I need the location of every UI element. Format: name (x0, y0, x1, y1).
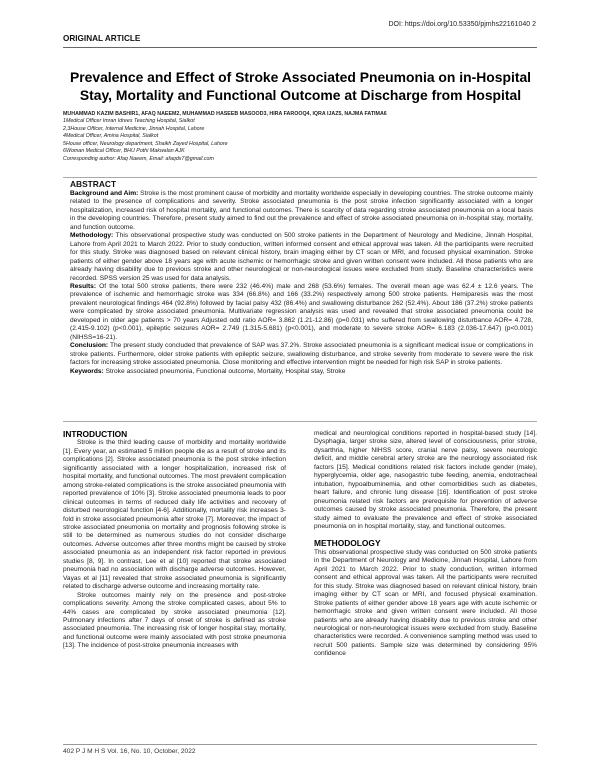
keywords-label: Keywords: (70, 367, 104, 375)
results-text: Of the total 500 stroke patients, there were 232 (46.4%) male and 268 (53.6%) females. The overall mean age was 62.4 ± 12.6 years. The prevalence of ischemic and hemorrhagic stroke was 334 (66.8%) and 166 (33.2%) respectively among 500 stroke patients. Hemiparesis was the most prevalent neurological findings 464 (92.8%) followed by facial palsy 432 (86.4%) and swallowing disturbance 262 (52.4%). About 186 (37.2%) stroke patients were complicated by stroke associated pneumonia. Multivariate regression analysis was used and revealed that stroke associated pneumonia could be developed in older age patients > 70 years Adjusted odd ratio AOR= 3.862 (1.21-12.86) (p=0.031) who suffered from swallowing disturbance AOR= 4.728, (2.415-9.102) (p<0.001), epileptic seizures AOR= 2.749 (1.315-5.681) (p<0.001), and moderate to severe stroke AOR= 6.183 (2.036-17.647) (p<0.001) (NIHSS=16-21). (70, 282, 533, 341)
abstract-heading: ABSTRACT (70, 179, 117, 189)
methodology-text: This observational prospective study was conducted on 500 stroke patients in the Department of Neurology and Medicine, Jinnah Hospital, Lahore from April 2021 to March 2022. Prior to study conduction, written informed consent and ethical approval was taken. All the participants were recruited for this study. Stroke was diagnosed based on relevant clinical history, brain imaging either by CT scan or MRI, and focused physical examination. Stroke patients of either gender above 18 years age with acute ischemic or hemorrhagic stroke and given written consent were included. All those patients who are already having disability due to previous stroke and other neurological or non-neurological issues were excluded from study. Baseline characteristics were recorded. SPSS version 25 was used for data analysis. (70, 232, 534, 282)
affiliation-4: 5House officer, Neurology department, Shaikh Zayed Hospital, Lahore (63, 140, 228, 147)
conclusion-text: The present study concluded that prevalence of SAP was 37.2%. Stroke associated pneumonia is a significant medical issue or complications in stroke patients. Furthermore, older stroke patients with epileptic seizure, swallowing disturbance, and stroke severity from moderate to severe were the risk factors for increasing stroke associated pneumonia. Close monitoring and effective intervention might be needed for high risk SAP in stroke patients. (70, 342, 533, 367)
methodology-heading: METHODOLOGY (314, 538, 381, 549)
conclusion-label: Conclusion: (70, 342, 109, 350)
paper-title: Prevalence and Effect of Stroke Associated Pneumonia on in-Hospital Stay, Mortality and Functional Outcome at Discharge from Hospital (69, 69, 532, 103)
affiliation-3: 4Medical Officer, Amina Hospital, Sialkot (63, 133, 159, 139)
author-list: MUHAMMAD KAZIM BASHIR1, AFAQ NAEEM2, MUHAMMAD HASEEB MASOOD3, HIRA FAROOQ4, IQRA IJAZ5, NAJMA FATIMA6 (63, 111, 387, 117)
background-label: Background and Aim: (70, 190, 139, 197)
right-column (314, 430, 537, 659)
article-type: ORIGINAL ARTICLE (63, 34, 537, 48)
abstract-results (70, 283, 533, 342)
affiliation-1: 1Medical Officer Imran Idrees Teaching Hospital, Sialkot (63, 118, 195, 124)
abstract-methodology (70, 232, 533, 283)
methodology-paragraph-1: This observational prospective study was conducted on 500 stroke patients in the Department of Neurology and Medicine, Jinnah Hospital, Lahore from April 2021 to March 2022. Prior to study conduction, written informed consent and ethical approval was taken. All the participants were recruited for this study. Stroke was diagnosed based on relevant clinical history, brain imaging either by CT scan or MRI, and focused physical examination. Stroke patients of either gender above 18 years age with acute ischemic or hemorrhagic stroke and given written consent were included. All those patients who are already having disability due to previous stroke and other neurological or non-neurological issues were excluded from study. Baseline characteristics were recorded. A convenience sampling method was used to recruit 500 patients. Sample size was determined by considering 95% confidence (314, 548, 537, 658)
left-column (63, 430, 286, 651)
background-text: Stroke is the most prominent cause of morbidity and mortality worldwide especially in developing countries. The stroke outcome mainly related to the presence of complications and severity. Stroke associated pneumonia is the post stroke infection significantly associated with a longer hospitalization, increased risk of hospital mortality, and functional outcomes. There is scarcity of data regarding stroke associated pneumonia on a local basis in the developing countries. Therefore, present study aimed to find out the prevalence and effect of stroke associated pneumonia on in-hospital stay, mortality, and function outcome. (70, 190, 533, 231)
doi-line: DOI: https://doi.org/10.53350/pjmhs22161040 2 (388, 21, 536, 28)
introduction-heading: INTRODUCTION (63, 429, 128, 439)
abstract-background (70, 190, 533, 232)
affiliation-2: 2,3House Officer, Internal Medicine, Jinnah Hospital, Lahore (63, 125, 205, 132)
page-footer: 402 P J M H S Vol. 16, No. 10, October, 2022 (63, 744, 537, 755)
abstract-keywords (70, 368, 533, 376)
intro-paragraph-3: medical and neurological conditions reported in hospital-based study [14]. Dysphagia, larger stroke size, altered level of consciousness, prior stroke, dysarthria, higher NIHSS score, cranial nerve palsy, severe neurologic deficit, and middle cerebral artery stroke are the neurology associated risk factors [15]. Medical conditions related risk factors include gender (male), hyperglycemia, older age, nasogastric tube feeding, anemia, endotracheal intubation, hypoalbuminemia, and other comorbidities such as diabetes, heart failure, and chronic lung disease [16]. Identification of post stroke pneumonia related risk factors are prerequisite for prevention of adverse outcomes caused by stroke associated pneumonia. Therefore, the present study aimed to evaluate the prevalence and effect of stroke associated pneumonia on in hospital mortality, stay, and functional outcomes. (314, 430, 537, 530)
affiliation-5: 6Woman Medical Officer, BHU Pothi Makwalan AJK (63, 148, 185, 154)
keywords-text: Stroke associated pneumonia, Functional outcome, Mortality, Hospital stay, Stroke (105, 367, 346, 375)
abstract-body (70, 190, 533, 376)
methodology-label: Methodology: (70, 232, 114, 240)
intro-paragraph-2: Stroke outcomes mainly rely on the presence and post-stroke complications severity. Among the stroke complicated cases, about 5% to 44% cases are complicated by stroke associated pneumonia [12]. Pulmonary infections after 7 days of onset of stroke is defined as stroke associated pneumonia. The increasing risk of longer hospital stay, mortality, and functional outcome were mainly associated with post stroke pneumonia [13]. The incidence of post-stroke pneumonia increases with (63, 591, 286, 650)
results-label: Results: (70, 282, 97, 290)
intro-paragraph-1: Stroke is the third leading cause of morbidity and mortality worldwide [1]. Every year, an estimated 5 million people die as a result of stroke and its complications [2]. Stroke associated pneumonia is the post stroke infection significantly associated with a longer hospitalization, increased risk of hospital mortality, and functional outcomes. The most prevalent complication among stroke-related complications is the stroke associated pneumonia with reported prevalence of 10% [3]. Stroke associated pneumonia leads to poor clinical outcomes in terms of reduced daily life activities and recovery of disturbed neurological function [4-6]. Additionally, mortality risk increases 3-fold in stroke associated pneumonia after stroke [7]. Moreover, the impact of stroke associated pneumonia on mortality and prognosis following stroke is still to be determined as numerous studies do not consider discharge outcomes. Adverse outcomes after three months might be caused by stroke associated pneumonia as an independent risk factor reported in previous studies [8, 9]. In contrast, Lee et al [10] reported that stroke associated pneumonia had no association with discharge adverse outcomes. However, Vayas et al [11] revealed that stroke associated pneumonia is significantly related to discharge adverse outcome and increasing mortality rate. (63, 439, 286, 591)
corresponding-author: Corresponding author: Afaq Naeem, Email: afaqdx7@gmail.com (63, 155, 214, 162)
abstract-conclusion (70, 342, 533, 367)
